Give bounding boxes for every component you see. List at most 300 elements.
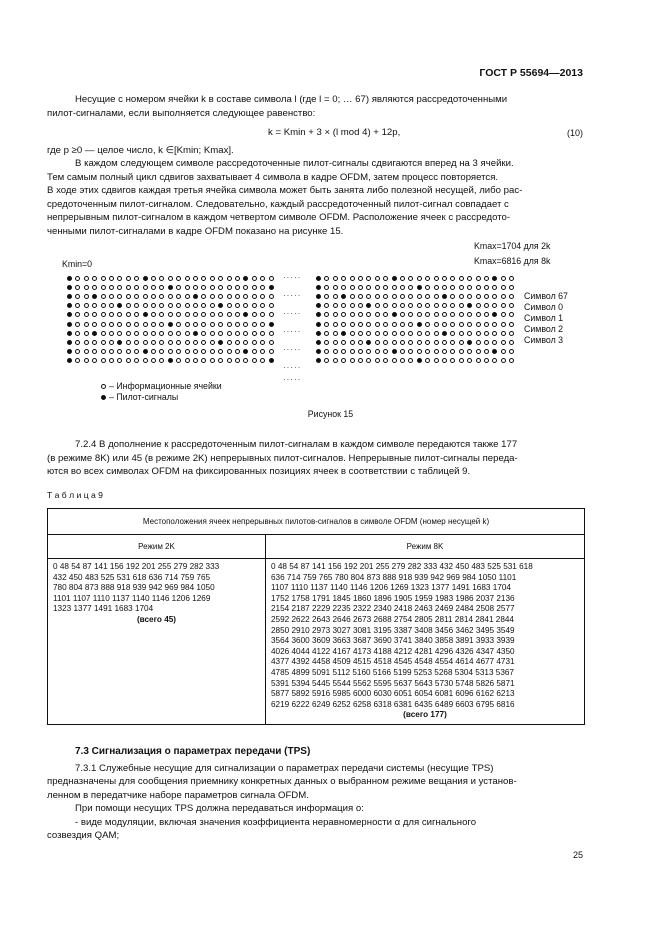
ofdm-cell	[176, 340, 181, 345]
ofdm-cell	[450, 312, 455, 317]
ofdm-cell	[75, 340, 80, 345]
ofdm-cell	[117, 276, 122, 281]
ofdm-cell	[358, 312, 363, 317]
ellipsis: ·····	[283, 375, 302, 384]
ofdm-cell	[316, 276, 321, 281]
ofdm-cell	[143, 276, 148, 281]
ofdm-cell	[459, 340, 464, 345]
ofdm-cell	[84, 303, 89, 308]
ofdm-cell	[450, 358, 455, 363]
ofdm-cell	[75, 358, 80, 363]
ofdm-cell	[126, 303, 131, 308]
ofdm-cell	[185, 331, 190, 336]
ofdm-cell	[333, 358, 338, 363]
ofdm-cell	[159, 331, 164, 336]
legend-pilot	[101, 392, 178, 402]
document-header: ГОСТ Р 55694—2013	[479, 67, 583, 79]
ofdm-cell	[67, 331, 72, 336]
ofdm-cell	[408, 331, 413, 336]
ofdm-cell	[417, 285, 422, 290]
ofdm-cell	[492, 340, 497, 345]
ofdm-cell	[101, 340, 106, 345]
ofdm-cell	[269, 349, 274, 354]
ofdm-cell	[75, 303, 80, 308]
ofdm-cell	[476, 322, 481, 327]
ofdm-cell	[467, 349, 472, 354]
ofdm-cell	[434, 285, 439, 290]
ofdm-cell	[408, 294, 413, 299]
ofdm-cell	[75, 331, 80, 336]
ofdm-cell	[243, 340, 248, 345]
equation: k = Kmin + 3 × (l mod 4) + 12p,	[268, 127, 401, 138]
ofdm-cell	[366, 322, 371, 327]
ofdm-cell	[252, 322, 257, 327]
ofdm-cell	[417, 322, 422, 327]
ofdm-cell	[383, 303, 388, 308]
ofdm-cell	[101, 358, 106, 363]
info-cell-icon	[101, 384, 106, 389]
ofdm-cell	[218, 303, 223, 308]
ofdm-cell	[383, 331, 388, 336]
total-8k: (всего 177)	[403, 710, 447, 720]
para1-line-2: пилот-сигналами, если выполняется следующее равенство:	[47, 108, 316, 119]
ofdm-cell	[84, 312, 89, 317]
ofdm-cell	[400, 276, 405, 281]
ofdm-cell	[269, 276, 274, 281]
row-2k: 1101 1107 1110 1137 1140 1146 1206 1269	[53, 593, 211, 603]
ofdm-cell	[92, 331, 97, 336]
ofdm-cell	[218, 358, 223, 363]
ofdm-cell	[509, 358, 514, 363]
ofdm-cell	[459, 322, 464, 327]
ofdm-cell	[467, 322, 472, 327]
ofdm-cell	[269, 312, 274, 317]
ofdm-cell	[366, 312, 371, 317]
symbol-label: Символ 1	[524, 313, 564, 323]
ofdm-cell	[501, 276, 506, 281]
ofdm-cell	[168, 358, 173, 363]
pilot-cell-icon	[101, 395, 106, 400]
ellipsis: ·····	[283, 273, 302, 282]
ofdm-cell	[366, 358, 371, 363]
ofdm-cell	[201, 340, 206, 345]
ofdm-cell	[151, 322, 156, 327]
ofdm-cell	[260, 358, 265, 363]
cell-8k	[266, 559, 585, 725]
ofdm-cell	[109, 312, 114, 317]
ofdm-cell	[417, 349, 422, 354]
ofdm-cell	[227, 276, 232, 281]
ofdm-cell	[218, 340, 223, 345]
ofdm-cell	[392, 312, 397, 317]
ofdm-cell	[176, 358, 181, 363]
ofdm-cell	[159, 276, 164, 281]
ofdm-cell	[417, 331, 422, 336]
row-8k: 4377 4392 4458 4509 4515 4518 4545 4548 4554 4614 4677 4731	[271, 657, 515, 667]
row-8k: 1752 1758 1791 1845 1860 1896 1905 1959 1983 1986 2037 2136	[271, 593, 515, 603]
ofdm-cell	[392, 322, 397, 327]
ofdm-cell	[324, 303, 329, 308]
ofdm-cell	[450, 285, 455, 290]
ofdm-cell	[408, 303, 413, 308]
symbol-label: Символ 3	[524, 335, 564, 345]
ofdm-cell	[492, 303, 497, 308]
ofdm-cell	[151, 312, 156, 317]
ofdm-cell	[350, 312, 355, 317]
ofdm-cell	[509, 303, 514, 308]
ofdm-cell	[101, 349, 106, 354]
kmax-2k-label: Kmax=1704 для 2k	[474, 241, 551, 251]
ofdm-cell	[269, 322, 274, 327]
ofdm-cell	[392, 349, 397, 354]
ofdm-cell	[392, 303, 397, 308]
symbol-label: Символ 67	[524, 291, 568, 301]
ofdm-cell	[408, 340, 413, 345]
ofdm-cell	[92, 349, 97, 354]
ofdm-cell	[92, 322, 97, 327]
ofdm-cell	[350, 340, 355, 345]
ofdm-cell	[168, 340, 173, 345]
ofdm-cell	[442, 349, 447, 354]
ofdm-cell	[442, 294, 447, 299]
ofdm-cell	[260, 285, 265, 290]
ofdm-cell	[501, 294, 506, 299]
ofdm-cell	[467, 303, 472, 308]
ofdm-cell	[450, 331, 455, 336]
ofdm-cell	[134, 303, 139, 308]
ofdm-cell	[350, 294, 355, 299]
cell-2k	[48, 559, 266, 725]
ofdm-cell	[442, 285, 447, 290]
ofdm-cell	[392, 331, 397, 336]
ofdm-cell	[476, 294, 481, 299]
ofdm-cell	[476, 276, 481, 281]
equation-number: (10)	[566, 128, 583, 138]
ofdm-cell	[227, 312, 232, 317]
ofdm-cell	[425, 303, 430, 308]
ofdm-cell	[109, 340, 114, 345]
ofdm-cell	[185, 322, 190, 327]
ofdm-cell	[450, 303, 455, 308]
ofdm-cell	[358, 349, 363, 354]
ofdm-cell	[134, 349, 139, 354]
ofdm-cell	[392, 285, 397, 290]
ofdm-cell	[252, 285, 257, 290]
ofdm-cell	[210, 276, 215, 281]
ofdm-cell	[509, 294, 514, 299]
ofdm-cell	[243, 331, 248, 336]
ofdm-cell	[243, 349, 248, 354]
kmin-label: Kmin=0	[62, 259, 93, 269]
ofdm-cell	[92, 358, 97, 363]
ofdm-cell	[84, 349, 89, 354]
symbol-label: Символ 0	[524, 302, 564, 312]
ofdm-cell	[501, 349, 506, 354]
ofdm-cell	[168, 276, 173, 281]
ofdm-cell	[442, 322, 447, 327]
ofdm-cell	[227, 322, 232, 327]
ofdm-cell	[400, 331, 405, 336]
ofdm-cell	[193, 331, 198, 336]
ellipsis: ·····	[283, 345, 302, 354]
ofdm-cell	[333, 349, 338, 354]
ofdm-cell	[383, 294, 388, 299]
ofdm-cell	[333, 322, 338, 327]
ofdm-cell	[417, 340, 422, 345]
ofdm-cell	[434, 322, 439, 327]
ofdm-cell	[185, 340, 190, 345]
ofdm-cell	[143, 303, 148, 308]
ofdm-cell	[341, 349, 346, 354]
ofdm-cell	[252, 340, 257, 345]
ofdm-cell	[375, 358, 380, 363]
ofdm-cell	[269, 340, 274, 345]
ofdm-cell	[375, 294, 380, 299]
ofdm-cell	[467, 340, 472, 345]
ofdm-cell	[84, 331, 89, 336]
ofdm-cell	[316, 322, 321, 327]
legend-info-text: – Информационные ячейки	[109, 381, 222, 391]
ofdm-cell	[84, 340, 89, 345]
ofdm-cell	[201, 322, 206, 327]
ofdm-cell	[316, 349, 321, 354]
ofdm-cell	[476, 358, 481, 363]
ofdm-cell	[341, 331, 346, 336]
ofdm-cell	[333, 276, 338, 281]
ofdm-cell	[484, 331, 489, 336]
ofdm-cell	[476, 303, 481, 308]
ofdm-cell	[235, 312, 240, 317]
ofdm-cell	[467, 331, 472, 336]
ofdm-cell	[227, 358, 232, 363]
ofdm-cell	[92, 340, 97, 345]
ofdm-cell	[168, 312, 173, 317]
row-8k: 1107 1110 1137 1140 1146 1206 1269 1323 1377 1491 1683 1704	[271, 583, 511, 593]
ofdm-cell	[324, 285, 329, 290]
ofdm-cell	[383, 322, 388, 327]
ofdm-cell	[235, 331, 240, 336]
ofdm-cell	[185, 294, 190, 299]
ofdm-cell	[235, 303, 240, 308]
row-8k: 5391 5394 5445 5544 5562 5595 5637 5643 5730 5748 5826 5871	[271, 678, 515, 688]
ofdm-cell	[459, 276, 464, 281]
ofdm-cell	[84, 294, 89, 299]
ofdm-cell	[75, 285, 80, 290]
ofdm-cell	[434, 349, 439, 354]
ofdm-cell	[459, 312, 464, 317]
ofdm-cell	[227, 285, 232, 290]
para1-line-1: Несущие с номером ячейки k в составе символа l (где l = 0; … 67) являются рассредоточенными	[75, 94, 508, 105]
ofdm-cell	[134, 294, 139, 299]
row-8k: 4026 4044 4122 4167 4173 4188 4212 4281 4296 4326 4347 4350	[271, 646, 515, 656]
ofdm-cell	[417, 294, 422, 299]
ofdm-cell	[126, 358, 131, 363]
row-8k: 4785 4899 5091 5112 5160 5166 5199 5253 5268 5304 5313 5367	[271, 667, 514, 677]
ofdm-cell	[450, 276, 455, 281]
ofdm-cell	[243, 312, 248, 317]
ofdm-cell	[260, 294, 265, 299]
para2-line-6: ченными пилот-сигналами в кадре OFDM показано на рисунке 15.	[47, 226, 344, 237]
ofdm-cell	[358, 358, 363, 363]
ofdm-cell	[375, 303, 380, 308]
ofdm-cell	[67, 276, 72, 281]
ofdm-cell	[176, 331, 181, 336]
ofdm-cell	[383, 358, 388, 363]
ofdm-cell	[201, 303, 206, 308]
ofdm-cell	[501, 340, 506, 345]
ofdm-cell	[260, 340, 265, 345]
ofdm-cell	[333, 294, 338, 299]
ofdm-cell	[400, 303, 405, 308]
ofdm-cell	[117, 331, 122, 336]
ofdm-cell	[168, 331, 173, 336]
ofdm-cell	[400, 285, 405, 290]
ofdm-cell	[92, 294, 97, 299]
ofdm-cell	[117, 340, 122, 345]
ofdm-cell	[117, 303, 122, 308]
ofdm-cell	[117, 358, 122, 363]
ofdm-cell	[84, 358, 89, 363]
ofdm-cell	[333, 340, 338, 345]
ofdm-cell	[92, 312, 97, 317]
ofdm-cell	[260, 331, 265, 336]
row-8k: 2592 2622 2643 2646 2673 2688 2754 2805 2811 2814 2841 2844	[271, 614, 514, 624]
ofdm-cell	[459, 331, 464, 336]
ofdm-cell	[67, 285, 72, 290]
ofdm-cell	[126, 312, 131, 317]
ofdm-cell	[484, 303, 489, 308]
para4-line-1: 7.3.1 Служебные несущие для сигнализации о параметрах передачи системы (несущие TPS)	[75, 763, 494, 774]
ofdm-cell	[159, 312, 164, 317]
ofdm-cell	[151, 358, 156, 363]
ofdm-cell	[492, 358, 497, 363]
page-number: 25	[572, 850, 583, 860]
ofdm-cell	[210, 331, 215, 336]
ofdm-cell	[252, 312, 257, 317]
ofdm-cell	[425, 276, 430, 281]
ofdm-cell	[227, 340, 232, 345]
ofdm-cell	[176, 349, 181, 354]
ofdm-cell	[425, 294, 430, 299]
ofdm-cell	[467, 276, 472, 281]
ofdm-cell	[316, 312, 321, 317]
ofdm-cell	[109, 276, 114, 281]
section-title: 7.3 Сигнализация о параметрах передачи (TPS)	[75, 746, 311, 757]
ofdm-cell	[126, 276, 131, 281]
ofdm-cell	[109, 285, 114, 290]
ofdm-cell	[366, 303, 371, 308]
ofdm-cell	[425, 349, 430, 354]
ofdm-cell	[467, 312, 472, 317]
ofdm-cell	[492, 331, 497, 336]
ofdm-cell	[358, 294, 363, 299]
ofdm-cell	[341, 276, 346, 281]
row-8k: 636 714 759 765 780 804 873 888 918 939 942 969 984 1050 1101	[271, 572, 517, 582]
ofdm-cell	[243, 358, 248, 363]
row-2k: 432 450 483 525 531 618 636 714 759 765	[53, 572, 211, 582]
ofdm-cell	[176, 312, 181, 317]
where-line: где p ≥0 — целое число, k ∈[Kmin; Kmax].	[47, 145, 234, 156]
ofdm-cell	[252, 294, 257, 299]
ofdm-cell	[358, 331, 363, 336]
ofdm-cell	[269, 294, 274, 299]
ofdm-cell	[350, 285, 355, 290]
ofdm-cell	[350, 303, 355, 308]
ofdm-cell	[117, 349, 122, 354]
ofdm-cell	[151, 331, 156, 336]
ofdm-cell	[476, 331, 481, 336]
ofdm-cell	[193, 349, 198, 354]
para5: При помощи несущих TPS должна передаваться информация о:	[75, 803, 364, 814]
legend-pilot-text: – Пилот-сигналы	[109, 392, 179, 402]
ofdm-cell	[151, 340, 156, 345]
ofdm-cell	[392, 276, 397, 281]
ofdm-cell	[227, 349, 232, 354]
ofdm-cell	[75, 294, 80, 299]
ofdm-cell	[201, 294, 206, 299]
ofdm-cell	[383, 340, 388, 345]
ofdm-cell	[269, 358, 274, 363]
ofdm-cell	[143, 358, 148, 363]
ofdm-cell	[484, 358, 489, 363]
ofdm-cell	[67, 340, 72, 345]
ofdm-cell	[417, 312, 422, 317]
ofdm-cell	[176, 322, 181, 327]
ofdm-cell	[218, 349, 223, 354]
ofdm-cell	[143, 340, 148, 345]
ofdm-cell	[101, 276, 106, 281]
ofdm-cell	[459, 303, 464, 308]
ofdm-cell	[252, 276, 257, 281]
ofdm-cell	[159, 294, 164, 299]
ofdm-cell	[324, 322, 329, 327]
ofdm-cell	[252, 331, 257, 336]
ofdm-cell	[417, 358, 422, 363]
ofdm-cell	[442, 303, 447, 308]
ofdm-cell	[126, 331, 131, 336]
ofdm-cell	[501, 358, 506, 363]
ofdm-cell	[201, 358, 206, 363]
ofdm-cell	[501, 312, 506, 317]
ofdm-cell	[417, 276, 422, 281]
ofdm-cell	[235, 322, 240, 327]
ellipsis: ·····	[283, 291, 302, 300]
ofdm-cell	[75, 312, 80, 317]
ofdm-cell	[492, 294, 497, 299]
ofdm-cell	[84, 285, 89, 290]
ofdm-cell	[143, 331, 148, 336]
ofdm-cell	[400, 294, 405, 299]
ofdm-cell	[109, 358, 114, 363]
para2-line-5: непрерывным пилот-сигналом в каждом четвертом символе OFDM. Расположение ячеек с рассредото-	[47, 212, 511, 223]
para2-line-2: Тем самым полный цикл сдвигов захватывает 4 символа в кадре OFDM, затем процесс повторяется.	[47, 172, 499, 183]
row-8k: 3564 3600 3609 3663 3687 3690 3741 3840 3858 3891 3933 3939	[271, 636, 515, 646]
ofdm-cell	[134, 340, 139, 345]
ofdm-cell	[109, 303, 114, 308]
ofdm-cell	[159, 322, 164, 327]
ofdm-cell	[358, 276, 363, 281]
ofdm-cell	[243, 276, 248, 281]
para3-line-2: (в режиме 8K) или 45 (в режиме 2K) непрерывных пилот-сигналов. Непрерывные пилот-сигналы переда-	[47, 453, 518, 464]
ofdm-cell	[442, 340, 447, 345]
ofdm-cell	[476, 285, 481, 290]
ofdm-cell	[92, 276, 97, 281]
ofdm-cell	[358, 340, 363, 345]
ofdm-cell	[392, 340, 397, 345]
ofdm-cell	[408, 322, 413, 327]
ofdm-cell	[159, 349, 164, 354]
ofdm-cell	[341, 294, 346, 299]
